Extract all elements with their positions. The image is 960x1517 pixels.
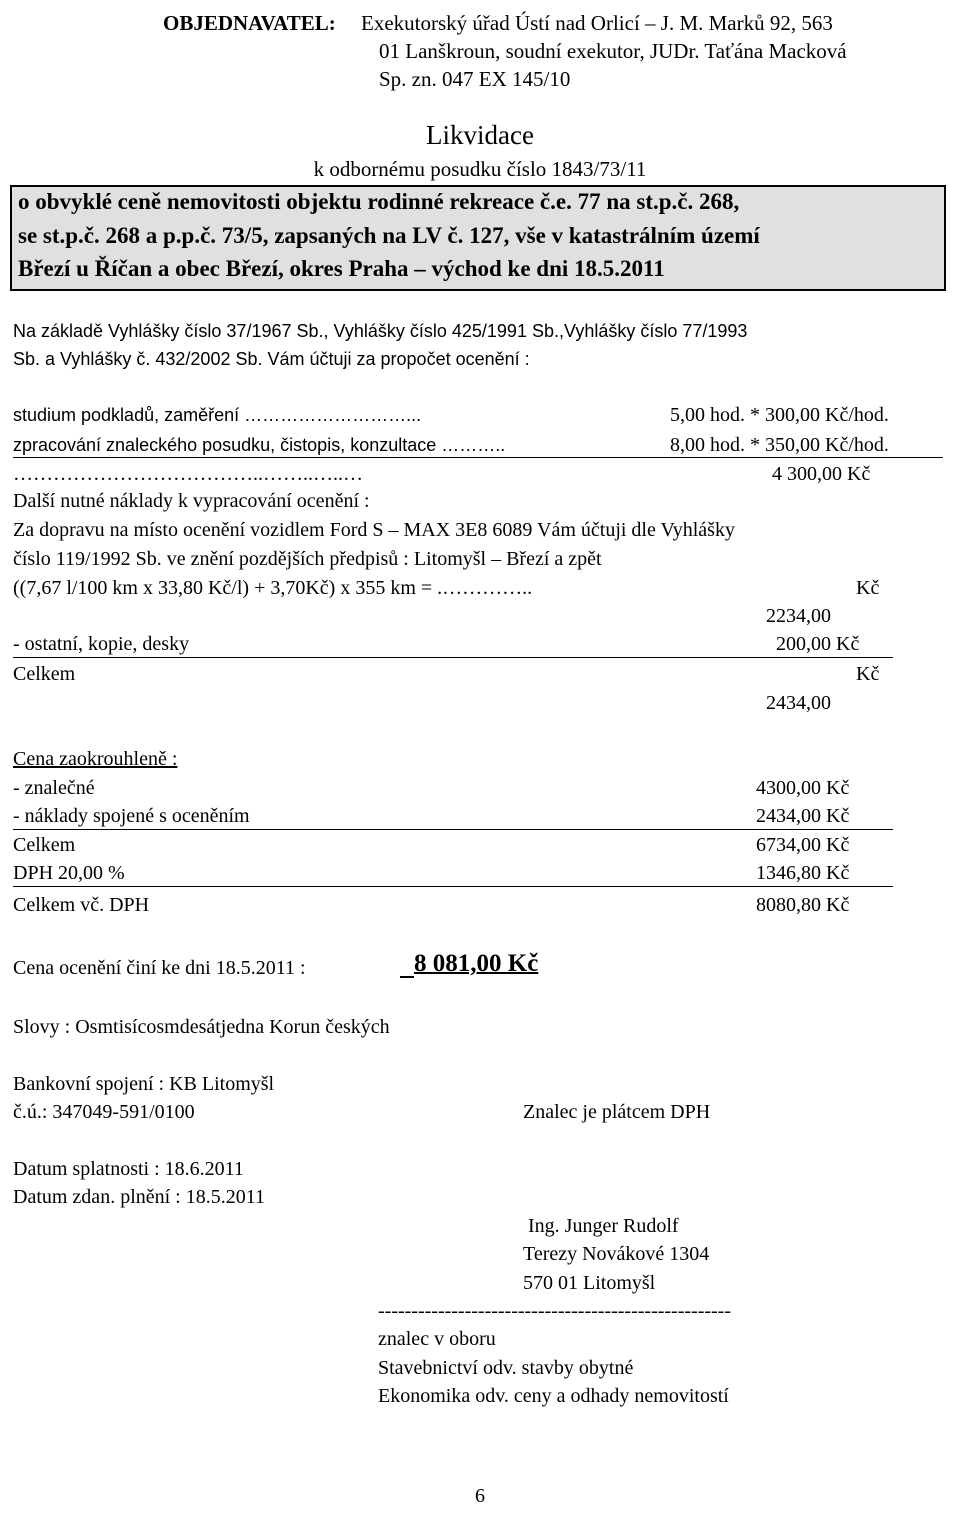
final-amount (400, 950, 538, 978)
vat-payer-note: Znalec je plátcem DPH (523, 1101, 711, 1123)
work-item-1-hours: 5,00 hod. * 300,00 Kč/hod. (670, 404, 889, 426)
client-line-2: 01 Lanškroun, soudní exekutor, JUDr. Taťána Macková (379, 39, 847, 63)
work-total-dots: ………………………………..……..…..… (13, 463, 363, 485)
document-subtitle: k odbornému posudku číslo 1843/73/11 (313, 157, 647, 181)
extra-total-label: Celkem (13, 663, 76, 685)
signature-dashes: ----------------------------------------------------- (378, 1300, 731, 1322)
rounded-rule-1 (13, 829, 893, 830)
expert-name: Ing. Junger Rudolf (528, 1215, 679, 1237)
document-title: Likvidace (426, 120, 534, 150)
final-label: Cena ocenění činí ke dni 18.5.2011 : (13, 957, 306, 979)
subject-line-3: Březí u Říčan a obec Březí, okres Praha – východ ke dni 18.5.2011 (18, 256, 665, 281)
extra-line-2: číslo 119/1992 Sb. ve znění pozdějších předpisů : Litomyšl – Březí a zpět (13, 548, 602, 570)
amount-in-words: Slovy : Osmtisícosmdesátjedna Korun českých (13, 1016, 390, 1038)
rounded-row-label: - znalečné (13, 777, 95, 799)
expert-street: Terezy Novákové 1304 (523, 1243, 710, 1265)
rounded-row-value: 2434,00 Kč (756, 805, 850, 827)
bank-account: č.ú.: 347049-591/0100 (13, 1101, 195, 1123)
taxable-date: Datum zdan. plnění : 18.5.2011 (13, 1186, 265, 1208)
rounded-rule-2 (13, 886, 893, 887)
expert-field-2: Ekonomika odv. ceny a odhady nemovitostí (378, 1385, 729, 1407)
subject-line-1: o obvyklé ceně nemovitosti objektu rodinné rekreace č.e. 77 na st.p.č. 268, (18, 189, 740, 214)
other-costs-label: - ostatní, kopie, desky (13, 633, 190, 655)
client-label: OBJEDNAVATEL: (163, 11, 336, 35)
extra-line-3: ((7,67 l/100 km x 33,80 Kč/l) + 3,70Kč) x 355 km = .………….. (13, 577, 533, 599)
expert-field-1: Stavebnictví odv. stavby obytné (378, 1357, 634, 1379)
rounded-row-value: 6734,00 Kč (756, 834, 850, 856)
final-amount-value: 8 081,00 Kč (414, 950, 539, 977)
subject-box (10, 185, 946, 291)
page-number: 6 (475, 1485, 485, 1507)
extra-line-3-unit: Kč (856, 577, 880, 599)
client-line-3: Sp. zn. 047 EX 145/10 (379, 67, 571, 91)
rounded-row-value: 4300,00 Kč (756, 777, 850, 799)
other-costs-value: 200,00 Kč (776, 633, 860, 655)
bank-line-1: Bankovní spojení : KB Litomyšl (13, 1073, 275, 1095)
work-item-2-label: zpracování znaleckého posudku, čistopis, konzultace ……….. (13, 435, 506, 455)
work-items-rule (13, 457, 943, 458)
subject-line-2: se st.p.č. 268 a p.p.č. 73/5, zapsaných na LV č. 127, vše v katastrálním území (18, 223, 760, 248)
rounded-row-label: - náklady spojené s oceněním (13, 805, 250, 827)
extra-total-unit: Kč (856, 663, 880, 685)
extra-total-value: 2434,00 (766, 692, 831, 714)
travel-value: 2234,00 (766, 605, 831, 627)
work-item-1-label: studium podkladů, zaměření ………………………... (13, 405, 422, 425)
rounded-row-value: 8080,80 Kč (756, 894, 850, 916)
rounded-row-value: 1346,80 Kč (756, 862, 850, 884)
extra-rule (13, 657, 893, 658)
work-total-value: 4 300,00 Kč (772, 463, 871, 485)
due-date: Datum splatnosti : 18.6.2011 (13, 1158, 244, 1180)
rounded-row-label: DPH 20,00 % (13, 862, 125, 884)
client-line-1: Exekutorský úřad Ústí nad Orlicí – J. M. Marků 92, 563 (361, 11, 833, 35)
extra-line-1: Za dopravu na místo ocenění vozidlem Ford S – MAX 3E8 6089 Vám účtuji dle Vyhlášky (13, 519, 735, 541)
expert-role: znalec v oboru (378, 1328, 496, 1350)
basis-line-2: Sb. a Vyhlášky č. 432/2002 Sb. Vám účtuji za propočet ocenění : (13, 349, 530, 369)
basis-line-1: Na základě Vyhlášky číslo 37/1967 Sb., Vyhlášky číslo 425/1991 Sb.,Vyhlášky číslo 77/1993 (13, 321, 748, 341)
expert-city: 570 01 Litomyšl (523, 1272, 656, 1294)
rounded-row-label: Celkem vč. DPH (13, 894, 150, 916)
rounded-row-label: Celkem (13, 834, 76, 856)
final-amount-lead-rule (400, 954, 414, 978)
rounded-heading: Cena zaokrouhleně : (13, 748, 178, 770)
extra-heading: Další nutné náklady k vypracování ocenění : (13, 490, 370, 512)
work-item-2-hours: 8,00 hod. * 350,00 Kč/hod. (670, 434, 889, 456)
